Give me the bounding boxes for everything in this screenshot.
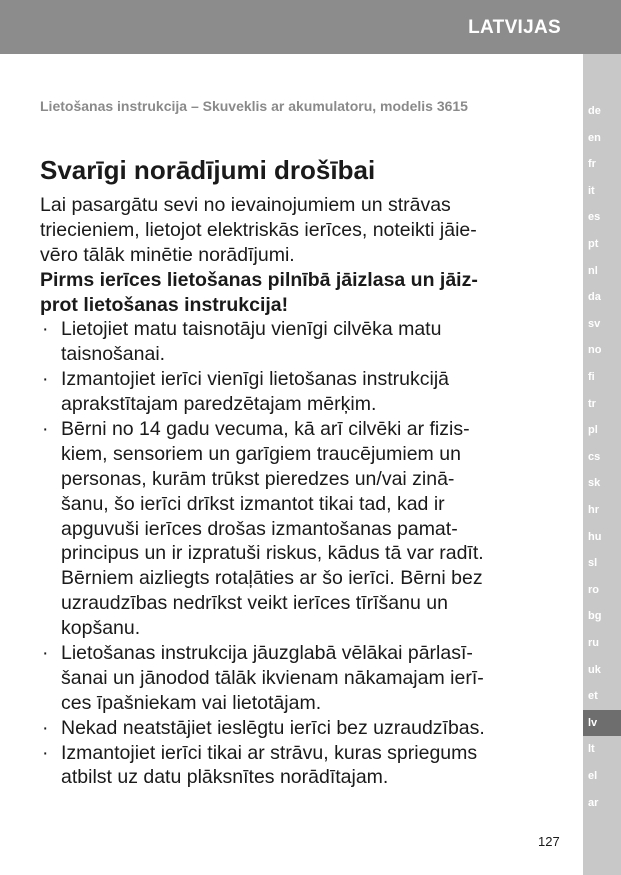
bullet-mark: · bbox=[42, 642, 49, 665]
bullet-line bbox=[40, 367, 560, 392]
bullet-line bbox=[40, 666, 560, 691]
language-tab-lv[interactable]: lv bbox=[583, 710, 621, 736]
language-tab-de[interactable]: de bbox=[588, 105, 601, 117]
language-tab-sv[interactable]: sv bbox=[588, 317, 601, 330]
bullet-item bbox=[40, 716, 560, 741]
bullet-line bbox=[40, 492, 560, 517]
bullet-item bbox=[40, 417, 560, 641]
page-number: 127 bbox=[538, 834, 560, 849]
intro-paragraph bbox=[40, 193, 560, 268]
bullet-line bbox=[40, 541, 560, 566]
language-tab-fi[interactable]: fi bbox=[588, 371, 595, 383]
language-tab-sk[interactable]: sk bbox=[588, 477, 601, 490]
bullet-mark: · bbox=[42, 716, 49, 739]
bullet-text: apguvuši ierīces drošas izmantošanas pamat- bbox=[61, 517, 458, 540]
language-tab-fr[interactable]: fr bbox=[588, 158, 596, 171]
bullet-line bbox=[40, 641, 560, 666]
bullet-text: uzraudzības nedrīkst veikt ierīces tīrīšanu un bbox=[61, 592, 448, 615]
intro-line: triecieniem, lietojot elektriskās ierīces, noteikti jāie- bbox=[40, 218, 477, 241]
bullet-line bbox=[40, 517, 560, 542]
warning-paragraph bbox=[40, 268, 560, 318]
bullet-item bbox=[40, 317, 560, 367]
language-tab-uk[interactable]: uk bbox=[588, 663, 601, 676]
language-tab-pl[interactable]: pl bbox=[588, 424, 598, 437]
header-bar bbox=[0, 0, 621, 54]
section-heading: Svarīgi norādījumi drošībai bbox=[40, 155, 376, 185]
bullet-text: šanu, šo ierīci drīkst izmantot tikai tad, kad ir bbox=[61, 492, 445, 515]
language-tab-it[interactable]: it bbox=[588, 184, 595, 197]
bullet-text: taisnošanai. bbox=[61, 343, 166, 366]
language-tab-sl[interactable]: sl bbox=[588, 557, 598, 570]
bullet-list bbox=[40, 317, 560, 790]
bullet-line bbox=[40, 317, 560, 342]
language-tab-en[interactable]: en bbox=[588, 131, 601, 144]
bullet-line bbox=[40, 616, 560, 641]
language-tab-hr[interactable]: hr bbox=[588, 504, 599, 516]
language-tab-pt[interactable]: pt bbox=[588, 238, 599, 250]
language-tab-es[interactable]: es bbox=[588, 211, 601, 224]
bullet-line bbox=[40, 442, 560, 467]
bullet-text: Bērniem aizliegts rotaļāties ar šo ierīci. Bērni bez bbox=[61, 567, 483, 590]
warning-line: Pirms ierīces lietošanas pilnībā jāizlasa un jāiz- bbox=[40, 268, 478, 291]
bullet-line bbox=[40, 392, 560, 417]
bullet-text: šanai un jānodod tālāk ikvienam nākamajam ierī- bbox=[61, 666, 484, 689]
language-tab-tr[interactable]: tr bbox=[588, 397, 596, 410]
bullet-mark: · bbox=[42, 368, 49, 391]
language-tab-ro[interactable]: ro bbox=[588, 583, 599, 596]
language-tab-ru[interactable]: ru bbox=[588, 637, 599, 649]
language-tab-nl[interactable]: nl bbox=[588, 264, 598, 277]
bullet-line bbox=[40, 765, 560, 790]
warning-line: prot lietošanas instrukcija! bbox=[40, 293, 289, 316]
language-tab-bg[interactable]: bg bbox=[588, 610, 602, 623]
language-tab-lt[interactable]: lt bbox=[588, 743, 595, 756]
bullet-line bbox=[40, 417, 560, 442]
language-tab-no[interactable]: no bbox=[588, 344, 602, 357]
language-sidebar bbox=[583, 54, 621, 875]
bullet-mark: · bbox=[42, 418, 49, 441]
bullet-text: aprakstītajam paredzētajam mērķim. bbox=[61, 393, 377, 416]
bullet-text: Izmantojiet ierīci tikai ar strāvu, kuras spriegums bbox=[61, 741, 478, 764]
bullet-text: Bērni no 14 gadu vecuma, kā arī cilvēki ar fizis- bbox=[61, 418, 470, 441]
bullet-text: kopšanu. bbox=[61, 617, 141, 640]
bullet-text: personas, kurām trūkst pieredzes un/vai zinā- bbox=[61, 467, 455, 490]
language-tab-cs[interactable]: cs bbox=[588, 450, 601, 463]
bullet-line bbox=[40, 467, 560, 492]
bullet-mark: · bbox=[42, 318, 49, 341]
bullet-line bbox=[40, 741, 560, 766]
bullet-item bbox=[40, 741, 560, 791]
language-tab-et[interactable]: et bbox=[588, 690, 598, 703]
bullet-mark: · bbox=[42, 741, 49, 764]
intro-line: vēro tālāk minētie norādījumi. bbox=[40, 243, 295, 266]
bullet-line bbox=[40, 342, 560, 367]
bullet-line bbox=[40, 691, 560, 716]
manual-subtitle: Lietošanas instrukcija – Skuveklis ar akumulatoru, modelis 3615 bbox=[40, 98, 468, 114]
language-tab-hu[interactable]: hu bbox=[588, 530, 602, 543]
bullet-text: Lietošanas instrukcija jāuzglabā vēlākai pārlasī- bbox=[61, 642, 473, 665]
intro-line: Lai pasargātu sevi no ievainojumiem un strāvas bbox=[40, 194, 451, 216]
main-content bbox=[40, 153, 560, 790]
bullet-text: atbilst uz datu plāksnītes norādītajam. bbox=[61, 766, 389, 789]
language-tab-da[interactable]: da bbox=[588, 291, 601, 304]
language-tab-el[interactable]: el bbox=[588, 770, 598, 782]
bullet-text: Nekad neatstājiet ieslēgtu ierīci bez uzraudzības. bbox=[61, 716, 485, 739]
bullet-line bbox=[40, 716, 560, 741]
bullet-item bbox=[40, 367, 560, 417]
language-tab-ar[interactable]: ar bbox=[588, 796, 599, 809]
bullet-text: kiem, sensoriem un garīgiem traucējumiem un bbox=[61, 442, 461, 465]
bullet-text: Izmantojiet ierīci vienīgi lietošanas instrukcijā bbox=[61, 368, 450, 391]
bullet-text: ces īpašniekam vai lietotājam. bbox=[61, 691, 322, 714]
bullet-text: Lietojiet matu taisnotāju vienīgi cilvēka matu bbox=[61, 318, 442, 341]
bullet-line bbox=[40, 566, 560, 591]
bullet-line bbox=[40, 591, 560, 616]
header-title: LATVIJAS bbox=[468, 17, 561, 38]
bullet-item bbox=[40, 641, 560, 716]
bullet-text: principus un ir izpratuši riskus, kādus tā var radīt. bbox=[61, 542, 484, 565]
